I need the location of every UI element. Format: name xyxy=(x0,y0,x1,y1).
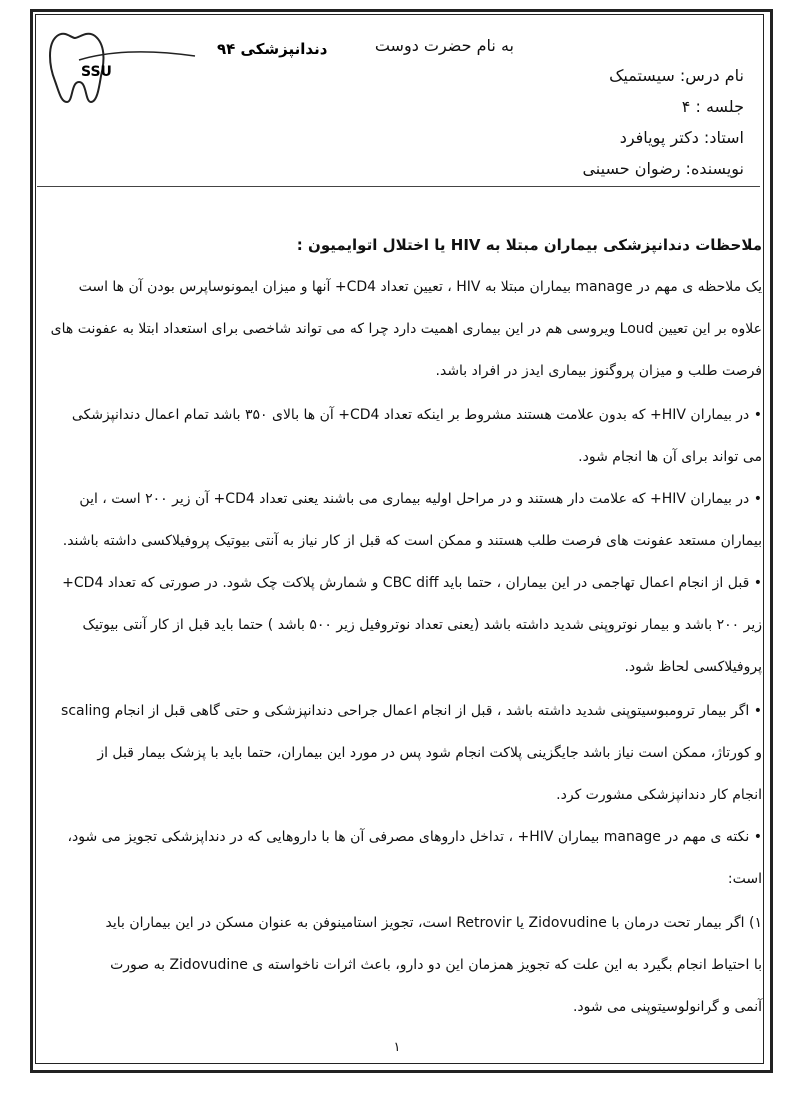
paragraph-line: فرصت طلب و میزان پروگنوز بیماری ایدز در افراد باشد. xyxy=(435,363,762,379)
header-blessing: به نام حضرت دوست xyxy=(374,36,514,55)
paragraph-line: یک ملاحظه ی مهم در manage بیماران مبتلا به HIV ، تعیین تعداد CD4+ آنها و میزان ایمونوساپرس بودن آن ها است xyxy=(78,279,762,295)
numbered-item-line: آنمی و گرانولوسیتوپنی می شود. xyxy=(572,999,762,1015)
bullet-line: پروفیلاکسی لحاظ شود. xyxy=(624,659,762,675)
paragraph-line: علاوه بر این تعیین Loud ویروسی هم در این بیماری اهمیت دارد چرا که می تواند شاخصی برای استعداد ابتلا به عفونت های xyxy=(50,321,762,337)
bullet-line: • اگر بیمار ترومبوسیتوپنی شدید داشته باشد ، قبل از انجام اعمال جراحی دندانپزشکی و حتی گاهی قبل از انجام scaling xyxy=(61,703,762,719)
bullet-line: • در بیماران HIV+ که علامت دار هستند و در مراحل اولیه بیماری می باشند یعنی تعداد CD4+ آن زیر ۲۰۰ است ، این xyxy=(79,491,762,507)
bullet-line: زیر ۲۰۰ باشد و بیمار نوتروپنی شدید داشته باشد (یعنی تعداد نوتروفیل زیر ۵۰۰ باشد ) حتما باید قبل از کار آنتی بیوتیک xyxy=(82,617,762,633)
tooth-logo xyxy=(45,26,328,106)
numbered-item-line: با احتیاط انجام بگیرد به این علت که تجویز همزمان این دو دارو، باعث اثرات ناخواسته ی Zidovudine به صورت xyxy=(110,957,762,973)
bullet-line: بیماران مستعد عفونت های فرصت طلب هستند و ممکن است که قبل از کار نیاز به آنتی بیوتیک پروفیلاکسی داشته باشند. xyxy=(62,533,762,549)
bullet-line: • در بیماران HIV+ که بدون علامت هستند مشروط بر اینکه تعداد CD4+ آن ها بالای ۳۵۰ باشد تمام اعمال دندانپزشکی xyxy=(71,407,762,423)
logo-text-sub: SSU xyxy=(81,64,112,80)
numbered-item-line: ۱) اگر بیمار تحت درمان با Zidovudine یا Retrovir است، تجویز استامینوفن به عنوان مسکن در این بیماران باید xyxy=(105,915,762,931)
header-divider xyxy=(37,186,760,187)
teacher-name: استاد: دکتر پویافرد xyxy=(619,128,744,147)
bullet-line: انجام کار دندانپزشکی مشورت کرد. xyxy=(556,787,762,803)
bullet-line: می تواند برای آن ها انجام شود. xyxy=(578,449,762,465)
page-number: ۱ xyxy=(393,1040,401,1055)
author-name: نویسنده: رضوان حسینی xyxy=(582,159,744,178)
session-number: جلسه : ۴ xyxy=(681,97,744,116)
bullet-line: است: xyxy=(727,871,762,887)
bullet-line: • نکته ی مهم در manage بیماران HIV+ ، تداخل داروهای مصرفی آن ها با داروهایی که در دنداپزشکی تجویز می شود، xyxy=(67,829,762,845)
bullet-line: • قبل از انجام اعمال تهاجمی در این بیماران ، حتما باید CBC diff و شمارش پلاکت چک شود. در صورتی که تعداد CD4+ xyxy=(62,575,762,591)
bullet-line: و کورتاژ، ممکن است نیاز باشد جایگزینی پلاکت انجام شود پس در مورد این بیماران، حتما باید با پزشک بیمار قبل از xyxy=(97,745,762,761)
course-name: نام درس: سیستمیک xyxy=(609,66,744,85)
logo-text-main: دندانپزشکی ۹۴ xyxy=(217,40,328,58)
section-title: ملاحظات دندانپزشکی بیماران مبتلا به HIV یا اختلال اتوایمیون : xyxy=(296,236,762,254)
